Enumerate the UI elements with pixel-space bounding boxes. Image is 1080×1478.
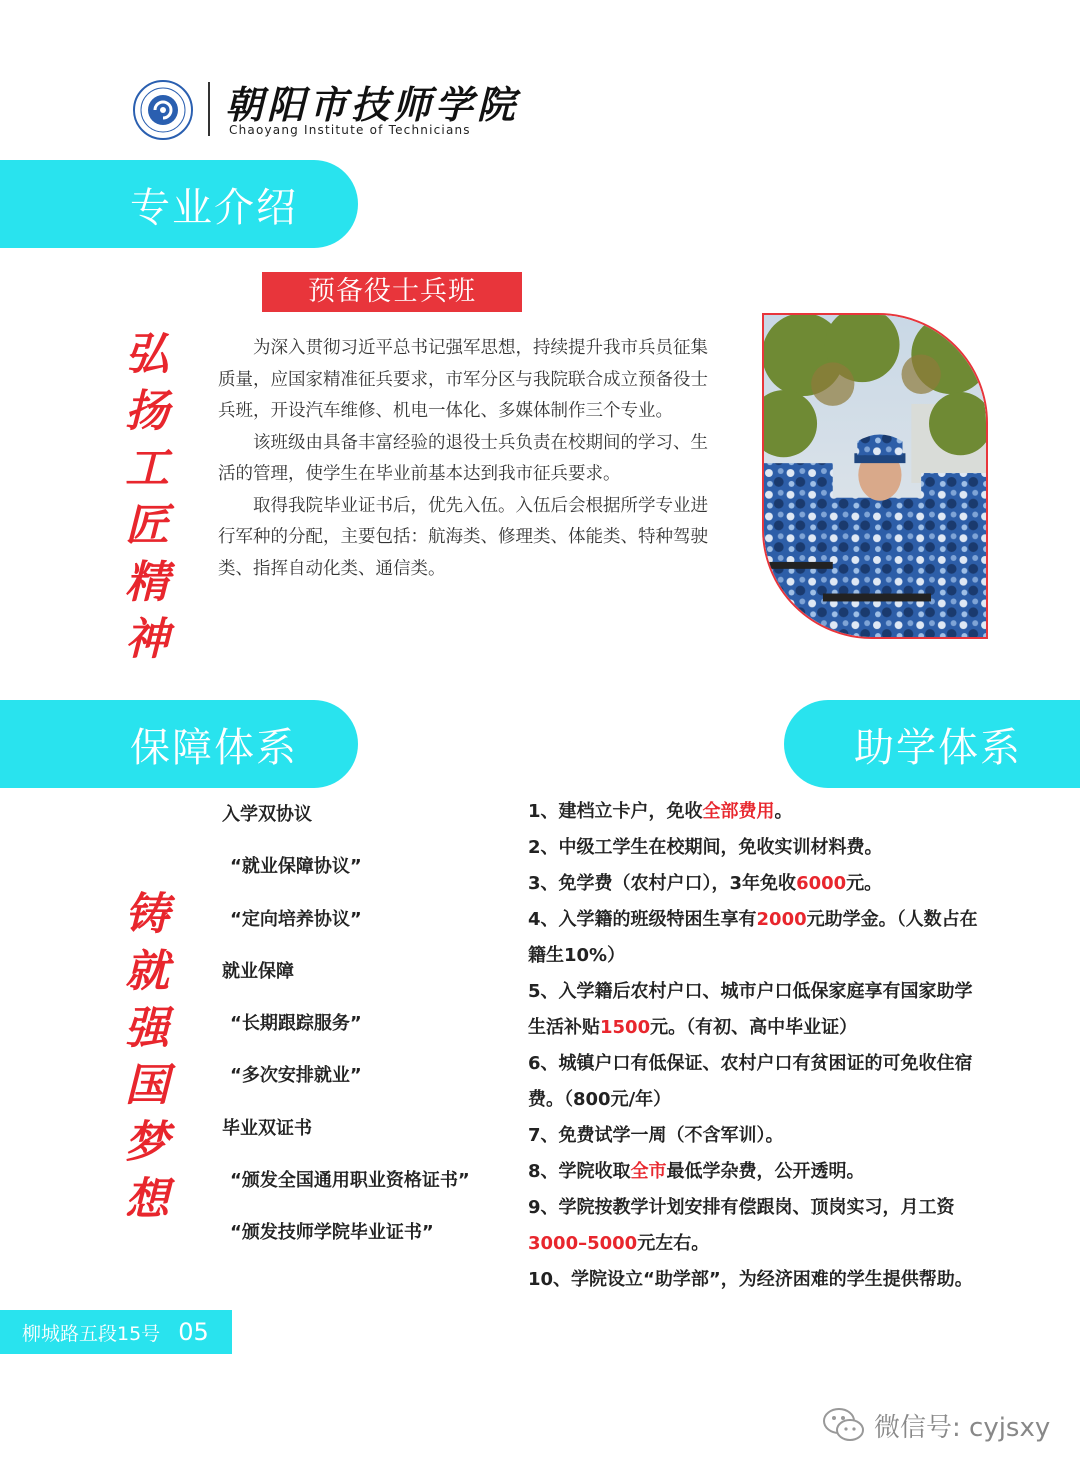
- guarantee-item: “就业保障协议”: [230, 856, 362, 878]
- guarantee-item: 毕业双证书: [222, 1117, 312, 1139]
- intro-paragraph: 取得我院毕业证书后，优先入伍。入伍后会根据所学专业进行军种的分配，主要包括：航海类、修理类、体能类、特种驾驶类、指挥自动化类、通信类。: [218, 495, 708, 579]
- guarantee-item: 入学双协议: [222, 804, 312, 825]
- wechat-watermark: [822, 1405, 1050, 1445]
- aid-item: 5、入学籍后农村户口、城市户口低保家庭享有国家助学生活补贴1500元。（有初、高中毕业证）: [528, 981, 973, 1038]
- guarantee-item: “长期跟踪服务”: [230, 1013, 362, 1035]
- aid-item: 8、学院收取全市最低学杂费，公开透明。: [528, 1161, 865, 1182]
- aid-list: [528, 794, 988, 1298]
- logo-divider: [208, 82, 210, 136]
- school-name-cn: 朝阳市技师学院: [225, 82, 520, 127]
- aid-item: 10、学院设立“助学部”，为经济困难的学生提供帮助。: [528, 1269, 973, 1290]
- footer-bar: [0, 1310, 232, 1354]
- class-banner: 预备役士兵班: [262, 272, 522, 312]
- section-header-aid: [784, 700, 1080, 788]
- section-title-intro: 专业介绍: [130, 184, 298, 231]
- intro-paragraph: 为深入贯彻习近平总书记强军思想，持续提升我市兵员征集质量，应国家精准征兵要求，市军分区与我院联合成立预备役士兵班，开设汽车维修、机电一体化、多媒体制作三个专业。: [218, 338, 708, 421]
- school-logo: [133, 80, 193, 140]
- aid-item: 7、免费试学一周（不含军训）。: [528, 1125, 784, 1146]
- guarantee-item: “定向培养协议”: [230, 908, 362, 930]
- soldiers-photo: [762, 313, 988, 639]
- intro-text: [218, 333, 724, 585]
- guarantee-list: [222, 800, 522, 1271]
- slogan-dream: 铸就强国梦想: [125, 889, 169, 1225]
- guarantee-item: “多次安排就业”: [230, 1065, 362, 1087]
- school-name-en: Chaoyang Institute of Technicians: [229, 123, 471, 137]
- aid-item: 3、免学费（农村户口），3年免收6000元。: [528, 873, 883, 894]
- aid-item: 2、中级工学生在校期间，免收实训材料费。: [528, 837, 883, 858]
- guarantee-item: “颁发技师学院毕业证书”: [230, 1222, 434, 1244]
- intro-paragraph: 该班级由具备丰富经验的退役士兵负责在校期间的学习、生活的管理，使学生在毕业前基本达到我市征兵要求。: [218, 432, 708, 484]
- footer-address: 柳城路五段15号: [22, 1322, 161, 1345]
- slogan-craftsman: 弘扬工匠精神: [125, 329, 169, 665]
- section-title-guarantee: 保障体系: [130, 724, 298, 771]
- guarantee-item: “颁发全国通用职业资格证书”: [230, 1170, 470, 1192]
- section-title-aid: 助学体系: [854, 724, 1022, 771]
- page-number: 05: [178, 1318, 209, 1346]
- guarantee-item: 就业保障: [222, 960, 294, 982]
- wechat-icon: [822, 1405, 866, 1445]
- wechat-id: 微信号: cyjsxy: [874, 1412, 1051, 1443]
- aid-item: 6、城镇户口有低保证、农村户口有贫困证的可免收住宿费。（800元/年）: [528, 1053, 973, 1110]
- section-header-intro: [0, 160, 358, 248]
- aid-item: 4、入学籍的班级特困生享有2000元助学金。（人数占在籍生10%）: [528, 909, 978, 966]
- aid-item: 1、建档立卡户，免收全部费用。: [528, 801, 793, 822]
- aid-item: 9、学院按教学计划安排有偿跟岗、顶岗实习，月工资3000–5000元左右。: [528, 1197, 955, 1254]
- section-header-guarantee: [0, 700, 358, 788]
